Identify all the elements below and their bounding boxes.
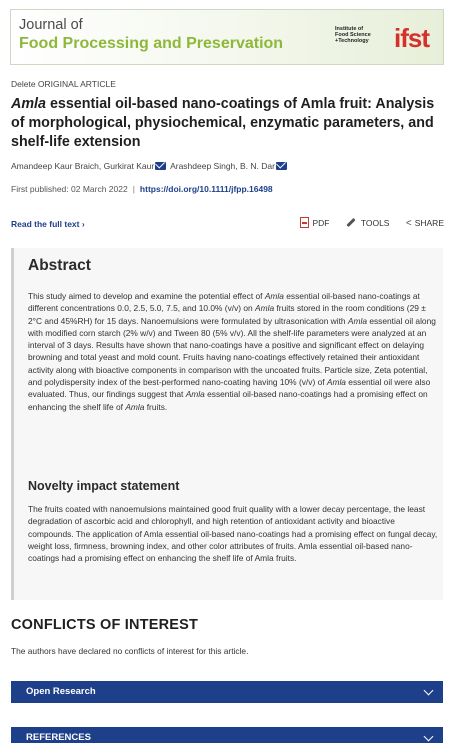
abstract-italic: Amla	[255, 303, 275, 314]
abstract-italic: Amla	[185, 389, 205, 400]
partner-line-2: Food Science	[335, 32, 371, 38]
chevron-down-icon	[424, 686, 434, 696]
pdf-label: PDF	[312, 218, 330, 228]
references-label: REFERENCES	[26, 732, 91, 743]
abstract-segment: essential oil were also evaluated. Thus, our findings suggest that	[28, 377, 431, 400]
chevron-down-icon	[424, 732, 434, 742]
read-full-text-link[interactable]	[11, 219, 85, 229]
abstract-segment: fruits.	[144, 401, 168, 412]
tools-label: TOOLS	[360, 218, 390, 228]
abstract-segment: essential oil along with modified corn starch (2% w/v) and Tween 80 (5% v/v). All the shelf-life parameters were analyzed at an interval of 3 days. Results have shown that nano-coatings have a positive and significant effect on delaying browning and total yeast and mold count. Fruits having nano-coatings effectively retained their antioxidant activity along with bioactive components in comparison with the uncoated fruits. Particle size, Zeta potential, and polydispersity index of the best-performed nano-coating having 10% (v/v) of	[28, 315, 436, 388]
share-label: SHARE	[414, 218, 444, 228]
abstract-text	[28, 290, 442, 413]
ifst-logo: ifst	[394, 23, 429, 53]
envelope-icon[interactable]	[276, 162, 287, 170]
article-toolbar	[286, 217, 444, 229]
conflicts-text: The authors have declared no conflicts of interest for this article.	[11, 646, 249, 656]
open-research-label: Open Research	[26, 686, 96, 697]
partner-text-block	[335, 26, 375, 44]
abstract-segment: This study aimed to develop and examine the potential effect of	[28, 291, 265, 301]
abstract-italic: Amla	[347, 315, 367, 326]
partner-line-3: +Technology	[335, 38, 369, 44]
pdf-icon	[300, 217, 309, 228]
chevron-right-icon: ›	[81, 219, 85, 229]
abstract-italic: Amla	[125, 401, 145, 412]
conflicts-heading: CONFLICTS OF INTEREST	[11, 617, 199, 633]
read-full-text-label: Read the full text	[11, 219, 80, 229]
envelope-icon[interactable]	[155, 162, 166, 170]
author-link[interactable]: B. N. Dar	[240, 161, 275, 171]
abstract-italic: Amla	[264, 291, 284, 301]
separator: |	[132, 184, 135, 194]
open-research-accordion[interactable]	[11, 681, 443, 703]
partner-line-1: Institute of	[335, 26, 364, 32]
abstract-segment: essential oil-based nano-coatings had a promising effect on enhancing the shelf life of	[28, 389, 428, 412]
author-link[interactable]: Amandeep Kaur Braich,	[11, 161, 104, 171]
doi-link[interactable]: https://doi.org/10.1111/jfpp.16498	[139, 184, 273, 194]
journal-title-block	[19, 17, 283, 55]
author-list	[11, 161, 289, 171]
publication-line	[11, 184, 273, 194]
novelty-text: The fruits coated with nanoemulsions maintained good fruit quality with a lower decay percentage, the least degradation of ascorbic acid and chlorophyll, and high retention of antioxidant activity and bioactive compounds. The application of Amla essential oil-based nano-coatings had a promising effect on fungal decay, weight loss, firmness, browning index, and other color attributes of fruits. Amla essential oil-based nano-coatings had a promising effect on enhancing the shelf life of Amla fruits.	[28, 504, 438, 564]
author-link[interactable]: Arashdeep Singh,	[170, 161, 241, 171]
pdf-button[interactable]	[300, 217, 329, 228]
article-title	[11, 95, 441, 152]
references-accordion[interactable]	[11, 727, 443, 743]
article-type: Delete ORIGINAL ARTICLE	[11, 79, 116, 89]
share-icon: <	[405, 218, 412, 229]
abstract-heading: Abstract	[28, 257, 91, 274]
abstract-italic: Amla	[326, 377, 346, 388]
wrench-icon	[346, 218, 355, 227]
author-link[interactable]: Gurkirat Kaur	[103, 161, 155, 171]
journal-title: Food Processing and Preservation	[19, 35, 284, 52]
abstract-segment: essential oil-based nano-coatings at different concentrations 0.0, 2.5, 5.0, 7.5, and 10.0% (v/v) on	[28, 291, 420, 314]
journal-banner[interactable]	[10, 9, 444, 65]
article-title-rest: essential oil-based nano-coatings of Amla fruit: Analysis of morphological, physiochemical, enzymatic parameters, and shelf-life extension	[11, 96, 435, 150]
novelty-heading: Novelty impact statement	[28, 479, 180, 493]
journal-title-prefix: Journal of	[19, 17, 83, 33]
share-button[interactable]	[406, 218, 444, 229]
abstract-section	[11, 248, 443, 600]
article-title-italic: Amla	[11, 96, 46, 112]
tools-button[interactable]	[346, 218, 390, 228]
abstract-segment: fruits stored in the room conditions (29 ± 2°C and 45%RH) for 15 days. Nanoemulsions were formulated by ultrasonication with	[28, 303, 426, 326]
first-published: First published: 02 March 2022	[11, 184, 128, 194]
